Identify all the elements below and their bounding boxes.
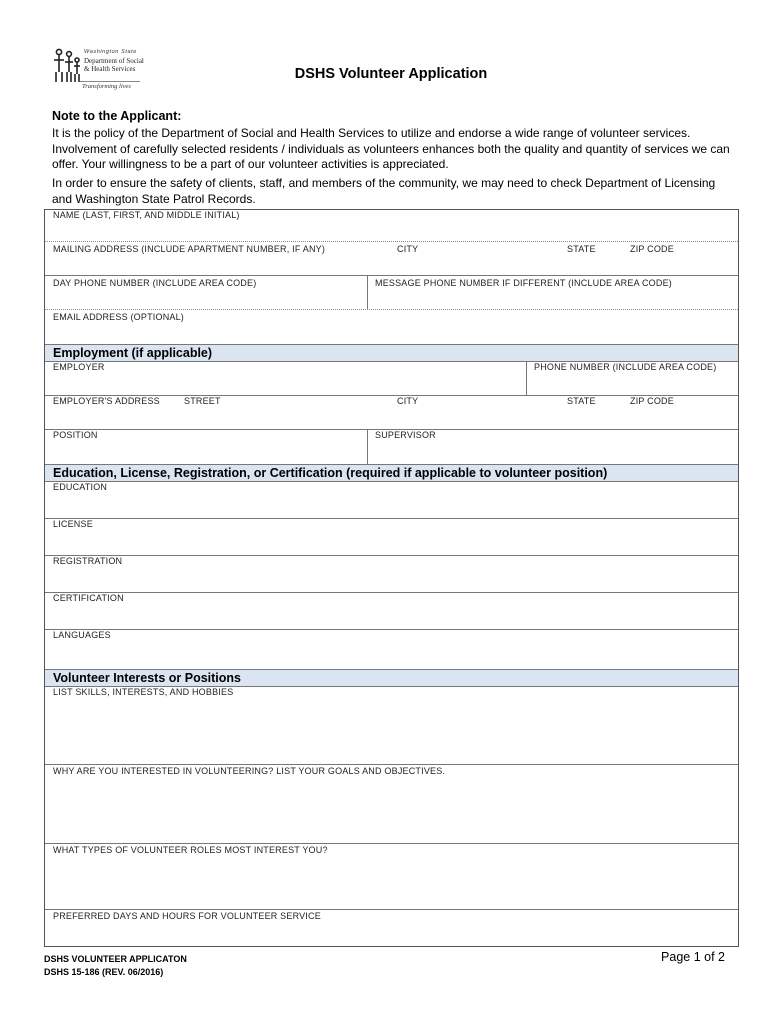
education-label: EDUCATION — [53, 482, 108, 492]
certification-field[interactable] — [45, 593, 738, 630]
street-label[interactable]: STREET — [184, 396, 221, 406]
page-number: Page 1 of 2 — [661, 950, 725, 964]
phone-divider — [367, 276, 368, 309]
mailing-address-row — [45, 242, 738, 276]
note-paragraph-2: In order to ensure the safety of clients, staff, and members of the community, we may need to check Department of Licensing and Washington State Patrol Records. — [52, 176, 716, 206]
registration-label: REGISTRATION — [53, 556, 123, 566]
employment-section-header — [45, 344, 738, 362]
volunteer-section-header — [45, 669, 738, 687]
state-label[interactable]: STATE — [567, 244, 596, 254]
why-field[interactable] — [45, 765, 738, 844]
name-label: NAME (LAST, FIRST, AND MIDDLE INITIAL) — [53, 210, 240, 220]
logo-dept-line2: & Health Services — [84, 65, 136, 73]
message-phone-label[interactable]: MESSAGE PHONE NUMBER IF DIFFERENT (INCLUDE AREA CODE) — [375, 278, 672, 288]
logo-state: Washington State — [84, 49, 137, 55]
phone-row — [45, 276, 738, 310]
position-row — [45, 430, 738, 464]
email-field[interactable] — [45, 310, 738, 344]
employer-state-label[interactable]: STATE — [567, 396, 596, 406]
employment-heading: Employment (if applicable) — [53, 346, 213, 360]
education-heading: Education, License, Registration, or Certification (required if applicable to volunteer position) — [53, 466, 608, 480]
roles-field[interactable] — [45, 844, 738, 910]
name-field[interactable] — [45, 210, 738, 242]
skills-field[interactable] — [45, 687, 738, 765]
employer-address-label[interactable]: EMPLOYER'S ADDRESS — [53, 396, 160, 406]
volunteer-heading: Volunteer Interests or Positions — [53, 671, 242, 685]
note-paragraph-1: It is the policy of the Department of Social and Health Services to utilize and endorse a wide range of volunteer services. Involvement of carefully selected residents / individuals as volunteers enhances both the quality and quantity of services we can offer. Your willingness to be a part of our volunteer activities is appreciated. — [52, 126, 730, 171]
languages-field[interactable] — [45, 630, 738, 669]
roles-label: WHAT TYPES OF VOLUNTEER ROLES MOST INTEREST YOU? — [53, 845, 328, 855]
skills-label: LIST SKILLS, INTERESTS, AND HOBBIES — [53, 687, 234, 697]
position-divider — [367, 430, 368, 464]
city-label[interactable]: CITY — [397, 244, 419, 254]
note-heading: Note to the Applicant: — [52, 109, 182, 123]
employer-phone-label[interactable]: PHONE NUMBER (INCLUDE AREA CODE) — [534, 362, 717, 372]
education-field[interactable] — [45, 482, 738, 519]
zip-label[interactable]: ZIP CODE — [630, 244, 674, 254]
logo-tagline: Transforming lives — [82, 83, 131, 90]
employer-label[interactable]: EMPLOYER — [53, 362, 105, 372]
days-label: PREFERRED DAYS AND HOURS FOR VOLUNTEER SERVICE — [53, 911, 321, 921]
education-section-header — [45, 464, 738, 482]
form-footer — [44, 953, 187, 979]
days-field[interactable] — [45, 910, 738, 946]
position-label[interactable]: POSITION — [53, 430, 98, 440]
employer-divider — [526, 362, 527, 395]
employer-city-label[interactable]: CITY — [397, 396, 419, 406]
employer-address-row — [45, 396, 738, 430]
mailing-address-label[interactable]: MAILING ADDRESS (INCLUDE APARTMENT NUMBER, IF ANY) — [53, 244, 326, 254]
email-label: EMAIL ADDRESS (OPTIONAL) — [53, 312, 184, 322]
license-label: LICENSE — [53, 519, 93, 529]
application-form — [44, 209, 739, 947]
form-number: DSHS 15-186 (REV. 06/2016) — [44, 967, 164, 977]
supervisor-label[interactable]: SUPERVISOR — [375, 430, 436, 440]
logo-dept-line1: Department of Social — [84, 57, 144, 65]
page-title: DSHS Volunteer Application — [294, 66, 488, 82]
why-label: WHY ARE YOU INTERESTED IN VOLUNTEERING? LIST YOUR GOALS AND OBJECTIVES. — [53, 766, 446, 776]
certification-label: CERTIFICATION — [53, 593, 124, 603]
day-phone-label[interactable]: DAY PHONE NUMBER (INCLUDE AREA CODE) — [53, 278, 257, 288]
form-name: DSHS VOLUNTEER APPLICATON — [44, 954, 187, 964]
license-field[interactable] — [45, 519, 738, 556]
registration-field[interactable] — [45, 556, 738, 593]
employer-row — [45, 362, 738, 396]
employer-zip-label[interactable]: ZIP CODE — [630, 396, 674, 406]
languages-label: LANGUAGES — [53, 630, 111, 640]
